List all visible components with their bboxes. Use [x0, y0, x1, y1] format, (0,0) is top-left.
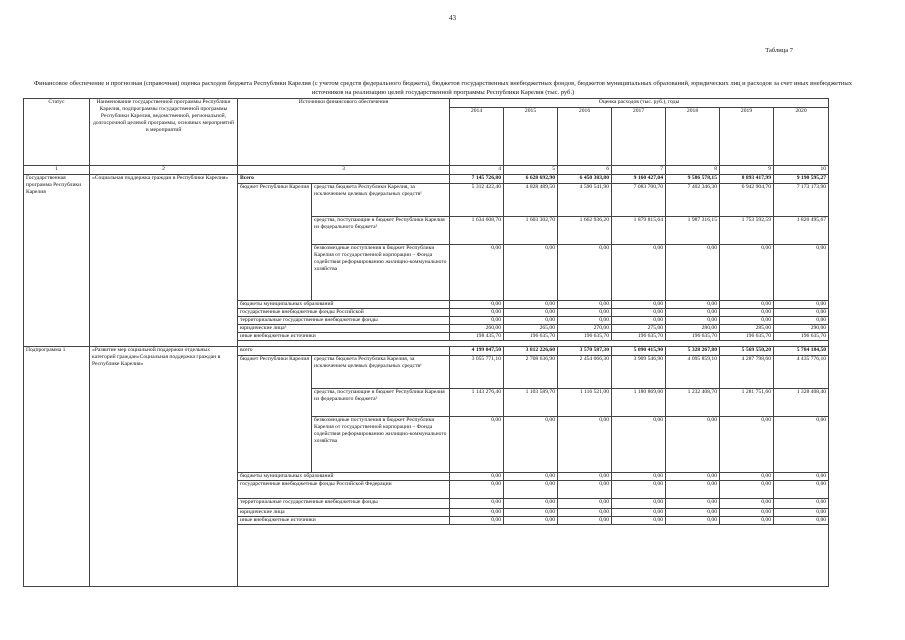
source-value: 198 435,70 [450, 333, 504, 341]
source-value: 0,00 [666, 317, 720, 325]
source-value: 0,00 [774, 517, 829, 525]
total-value: 5 569 550,20 [720, 347, 774, 356]
source-value: 0,00 [612, 517, 666, 525]
source-value: 4 095 859,10 [666, 356, 720, 389]
source-value: 0,00 [504, 417, 558, 473]
source-value: 0,00 [504, 517, 558, 525]
total-label: Всего [238, 175, 450, 184]
source-value: 1 143 276,40 [450, 389, 504, 417]
total-value: 3 570 587,30 [558, 347, 612, 356]
total-value: 9 586 578,15 [666, 175, 720, 184]
column-number: 4 [450, 166, 504, 175]
source-value: 3 055 771,10 [450, 356, 504, 389]
source-value: 2 454 066,30 [558, 356, 612, 389]
source-value: 275,00 [612, 325, 666, 333]
source-value: 0,00 [450, 473, 504, 481]
source-value: 7 402 346,30 [666, 184, 720, 217]
source-value: 0,00 [720, 509, 774, 517]
source-value: 0,00 [612, 245, 666, 301]
table-label: Таблица 7 [765, 47, 793, 54]
budget-label: бюджет Республики Карелия [238, 356, 312, 473]
empty-cell [238, 525, 829, 587]
total-value: 3 812 226,60 [504, 347, 558, 356]
source-value: 3 909 546,90 [612, 356, 666, 389]
source-value: 0,00 [504, 309, 558, 317]
source-value: 0,00 [450, 245, 504, 301]
source-value: 0,00 [720, 417, 774, 473]
column-number: 5 [504, 166, 558, 175]
source-value: 0,00 [774, 309, 829, 317]
source-value: 0,00 [558, 301, 612, 309]
header-year: 2019 [720, 108, 774, 166]
source-value: 7 173 173,90 [774, 184, 829, 217]
source-value: 0,00 [666, 499, 720, 509]
row-status: Подпрограмма 1 [24, 347, 90, 587]
column-number: 2 [90, 166, 238, 175]
source-value: 0,00 [450, 499, 504, 509]
source-value: 1 281 751,60 [720, 389, 774, 417]
total-value: 5 328 267,80 [666, 347, 720, 356]
source-value: 0,00 [612, 473, 666, 481]
source-value: 0,00 [450, 309, 504, 317]
row-program-name: «Социальная поддержка граждан в Республике Карелия» [90, 175, 238, 347]
source-value: 0,00 [720, 517, 774, 525]
source-value: 0,00 [612, 509, 666, 517]
source-value: 0,00 [666, 481, 720, 499]
financing-table [23, 98, 829, 587]
budget-label: бюджет Республики Карелия [238, 184, 312, 301]
total-value: 5 784 184,50 [774, 347, 829, 356]
source-label: бюджеты муниципальных образований [238, 301, 450, 309]
source-value: 0,00 [612, 309, 666, 317]
source-value: 196 635,70 [612, 333, 666, 341]
total-value: 5 090 415,90 [612, 347, 666, 356]
source-label: государственные внебюджетные фонды Российской Федерации [238, 481, 450, 499]
source-value: 0,00 [450, 509, 504, 517]
source-value: 1 634 608,70 [450, 217, 504, 245]
source-value: 7 083 700,70 [612, 184, 666, 217]
source-label: территориальные государственные внебюджетные фонды [238, 499, 450, 509]
source-value: 0,00 [504, 317, 558, 325]
source-label: средства, поступающие в бюджет Республики Карелия из федерального бюджета² [312, 217, 450, 245]
source-value: 270,00 [558, 325, 612, 333]
header-year: 2017 [612, 108, 666, 166]
source-value: 0,00 [612, 417, 666, 473]
source-value: 0,00 [666, 517, 720, 525]
header-sources: Источники финансового обеспечения [238, 99, 450, 166]
total-value: 7 145 726,80 [450, 175, 504, 184]
source-value: 6 942 904,70 [720, 184, 774, 217]
total-value: 6 628 692,90 [504, 175, 558, 184]
source-value: 196 635,70 [720, 333, 774, 341]
source-value: 0,00 [450, 317, 504, 325]
header-year: 2014 [450, 108, 504, 166]
source-value: 1 328 408,40 [774, 389, 829, 417]
column-number: 7 [612, 166, 666, 175]
total-value: 4 199 047,50 [450, 347, 504, 356]
source-value: 0,00 [612, 317, 666, 325]
source-value: 0,00 [558, 481, 612, 499]
header-status: Статус [24, 99, 90, 166]
source-value: 5 312 422,40 [450, 184, 504, 217]
source-value: 0,00 [720, 499, 774, 509]
row-status: Государственная программа Республики Карелия [24, 175, 90, 347]
source-label: территориальные государственные внебюджетные фонды [238, 317, 450, 325]
source-value: 1 820 495,67 [774, 217, 829, 245]
source-value: 0,00 [720, 309, 774, 317]
header-year: 2018 [666, 108, 720, 166]
source-value: 4 828 489,50 [504, 184, 558, 217]
source-value: 280,00 [666, 325, 720, 333]
header-estimate: Оценка расходов (тыс. руб.), годы [450, 99, 829, 108]
source-value: 0,00 [666, 509, 720, 517]
source-label: средства бюджета Республики Карелия, за исключением целевых федеральных средств¹ [312, 184, 450, 217]
source-value: 0,00 [504, 499, 558, 509]
source-value: 0,00 [666, 417, 720, 473]
source-value: 0,00 [612, 481, 666, 499]
source-value: 0,00 [720, 473, 774, 481]
source-value: 1 987 316,15 [666, 217, 720, 245]
source-value: 4 590 541,90 [558, 184, 612, 217]
header-year: 2016 [558, 108, 612, 166]
source-value: 4 287 798,60 [720, 356, 774, 389]
source-value: 0,00 [450, 517, 504, 525]
source-value: 0,00 [774, 317, 829, 325]
source-value: 0,00 [774, 301, 829, 309]
source-value: 0,00 [558, 473, 612, 481]
source-value: 0,00 [558, 309, 612, 317]
source-value: 0,00 [450, 417, 504, 473]
column-number: 10 [774, 166, 829, 175]
source-value: 1 116 521,00 [558, 389, 612, 417]
header-year: 2015 [504, 108, 558, 166]
source-value: 0,00 [558, 517, 612, 525]
column-number: 1 [24, 166, 90, 175]
source-value: 196 635,70 [666, 333, 720, 341]
source-value: 1 662 936,20 [558, 217, 612, 245]
source-value: 4 435 776,10 [774, 356, 829, 389]
table-caption: Финансовое обеспечение и прогнозная (справочная) оценка расходов бюджета Республики Карелия (с учетом средств федерального бюджета), бюджетов государственных внебюджетных фондов, бюджетов муниципальных образований, юридических лиц и расходов за счет иных внебюджетных источников на реализацию целей государственной программы Республики Карелия (тыс. руб.) [34, 80, 852, 96]
source-value: 0,00 [558, 499, 612, 509]
source-label: юридические лица [238, 509, 450, 517]
source-label: бюджеты муниципальных образований [238, 473, 450, 481]
source-value: 1 103 589,70 [504, 389, 558, 417]
source-value: 0,00 [720, 301, 774, 309]
total-value: 9 190 595,27 [774, 175, 829, 184]
source-value: 0,00 [774, 509, 829, 517]
source-value: 0,00 [558, 417, 612, 473]
source-label: средства, поступающие в бюджет Республики Карелия из федерального бюджета² [312, 389, 450, 417]
column-number: 6 [558, 166, 612, 175]
source-value: 0,00 [774, 245, 829, 301]
source-label: средства бюджета Республика Карелия, за исключением целевых федеральных средств¹ [312, 356, 450, 389]
row-program-name: «Развитие мер социальной поддержки отдельных категорий граждан»Социальная поддержка граждан в Республике Карелия» [90, 347, 238, 587]
source-value: 0,00 [504, 301, 558, 309]
source-value: 0,00 [450, 301, 504, 309]
page-number: 43 [449, 14, 456, 22]
total-value: 8 893 417,99 [720, 175, 774, 184]
column-number: 8 [666, 166, 720, 175]
source-label: юридические лица³ [238, 325, 450, 333]
source-value: 0,00 [774, 481, 829, 499]
source-value: 0,00 [720, 481, 774, 499]
source-label: иные внебюджетные источники [238, 517, 450, 525]
total-label: всего [238, 347, 450, 356]
source-value: 260,00 [450, 325, 504, 333]
source-label: государственные внебюджетные фонды Российской [238, 309, 450, 317]
source-value: 1 232 408,70 [666, 389, 720, 417]
source-value: 1 180 869,00 [612, 389, 666, 417]
source-value: 0,00 [612, 301, 666, 309]
source-label: безвозмездные поступления в бюджет Республики Карелия от государственной корпорации – Фонда содействия реформированию жилищно-коммунального хозяйства [312, 245, 450, 301]
source-value: 0,00 [504, 473, 558, 481]
source-value: 0,00 [720, 245, 774, 301]
source-value: 0,00 [666, 245, 720, 301]
source-value: 0,00 [666, 301, 720, 309]
source-value: 265,00 [504, 325, 558, 333]
source-value: 0,00 [504, 245, 558, 301]
source-value: 0,00 [666, 309, 720, 317]
column-number: 9 [720, 166, 774, 175]
header-name: Наименование государственной программы Республики Карелия, подпрограммы государственной программы Республики Карелия, ведомственной, региональной, долгосрочной целевой программы, основных мероприятий и мероприятий [90, 99, 238, 166]
source-value: 0,00 [774, 473, 829, 481]
source-value: 196 635,70 [558, 333, 612, 341]
header-year: 2020 [774, 108, 829, 166]
source-value: 196 635,70 [774, 333, 829, 341]
source-label: безвозмездные поступления в бюджет Республики Карелия от государственной корпорации – Фонда содействия реформированию жилищно-коммунального хозяйства [312, 417, 450, 473]
source-value: 1 879 815,64 [612, 217, 666, 245]
source-value: 0,00 [558, 509, 612, 517]
source-value: 196 635,70 [504, 333, 558, 341]
source-value: 0,00 [450, 481, 504, 499]
source-label: иные внебюджетные источники [238, 333, 450, 341]
source-value: 0,00 [504, 509, 558, 517]
source-value: 1 753 592,59 [720, 217, 774, 245]
source-value: 0,00 [612, 499, 666, 509]
source-value: 0,00 [558, 245, 612, 301]
source-value: 290,00 [774, 325, 829, 333]
source-value: 0,00 [504, 481, 558, 499]
source-value: 0,00 [666, 473, 720, 481]
total-value: 9 160 427,04 [612, 175, 666, 184]
source-value: 0,00 [558, 317, 612, 325]
source-value: 1 603 302,70 [504, 217, 558, 245]
source-value: 0,00 [774, 417, 829, 473]
source-value: 0,00 [774, 499, 829, 509]
source-value: 2 708 636,90 [504, 356, 558, 389]
column-number: 3 [238, 166, 450, 175]
source-value: 0,00 [720, 317, 774, 325]
total-value: 6 450 383,80 [558, 175, 612, 184]
source-value: 285,00 [720, 325, 774, 333]
